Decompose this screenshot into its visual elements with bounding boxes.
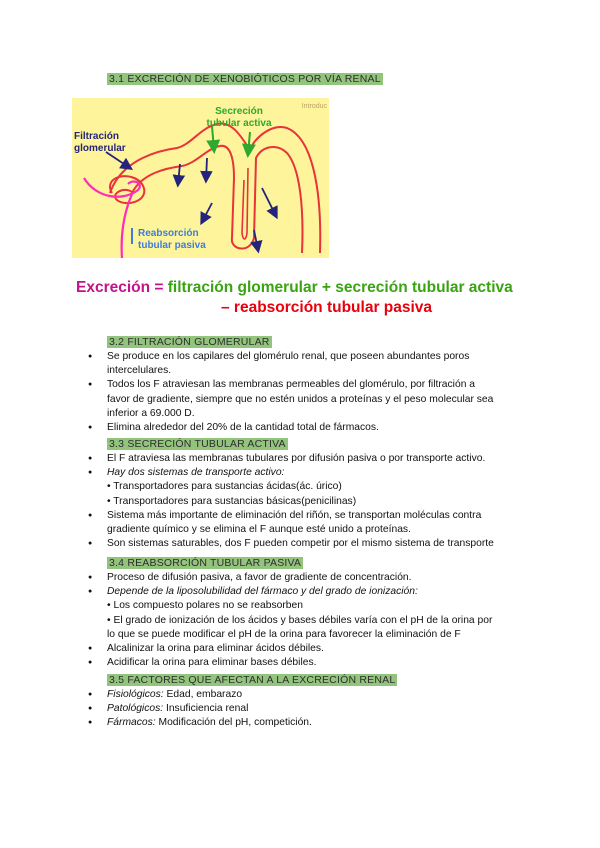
section-title-3-1 <box>107 71 383 85</box>
list-item: ● Sistema más importante de eliminación del riñón, se transportan moléculas contra <box>87 509 537 523</box>
list-item: ● Se produce en los capilares del glomérulo renal, que poseen abundantes poros <box>87 350 537 364</box>
list-item-continuation: intercelulares. <box>107 365 172 377</box>
list-item: ● Depende de la liposolubilidad del fármaco y del grado de ionización: <box>87 585 537 599</box>
list-item-continuation: favor de gradiente, siempre que no estén unidos a proteínas y el peso molecular sea <box>107 393 494 405</box>
reabsorption-arrow <box>206 158 207 180</box>
list-item <box>87 702 537 716</box>
list-item: ● Todos los F atraviesan las membranas permeables del glomérulo, por filtración a <box>87 378 537 392</box>
list-item: ● Elimina alrededor del 20% de la cantidad total de fármacos. <box>87 421 537 435</box>
section-heading: 3.5 FACTORES QUE AFECTAN A LA EXCRECIÓN RENAL <box>109 674 396 686</box>
label-line: tubular activa <box>206 118 272 129</box>
figure-watermark: Introduc <box>301 103 327 110</box>
reabsorption-arrow <box>254 230 258 250</box>
list-item: ● Acidificar la orina para eliminar bases débiles. <box>87 656 537 670</box>
factor-text: Edad, embarazo <box>163 689 243 700</box>
label-line: glomerular <box>74 143 126 154</box>
list-3-2 <box>87 350 537 435</box>
sub-list-item: • Transportadores para sustancias ácidas(ác. úrico) <box>107 481 342 493</box>
section-title-3-4 <box>107 555 303 569</box>
formula-term-1: filtración glomerular + secreción tubular activa <box>167 279 513 296</box>
reabsorption-arrow <box>202 203 212 222</box>
factor-text: Insuficiencia renal <box>163 703 249 715</box>
formula-lhs: Excreción = <box>76 279 168 296</box>
list-item: ● Proceso de difusión pasiva, a favor de gradiente de concentración. <box>87 571 537 585</box>
list-item <box>87 716 537 730</box>
list-item-continuation: lo que se puede modificar el pH de la orina para favorecer la eliminación de F <box>107 628 461 640</box>
formula-line-1 <box>76 278 596 298</box>
section-heading: 3.1 EXCRECIÓN DE XENOBIÓTICOS POR VÍA RENAL <box>109 73 381 85</box>
factor-label: Fármacos: <box>107 717 156 729</box>
section-title-3-3 <box>107 436 288 450</box>
list-item-continuation: gradiente químico y se elimina el F aunque esté unido a proteínas. <box>107 524 411 536</box>
list-item: ● El F atraviesa las membranas tubulares por difusión pasiva o por transporte activo. <box>87 452 537 466</box>
loop-of-henle <box>242 168 248 239</box>
formula-term-2: – reabsorción tubular pasiva <box>221 299 433 316</box>
list-3-3 <box>87 452 537 551</box>
section-heading: 3.4 REABSORCIÓN TUBULAR PASIVA <box>109 557 302 569</box>
sub-list-item: • Transportadores para sustancias básicas(penicilinas) <box>107 495 357 507</box>
factor-label: Fisiológicos: <box>107 689 164 700</box>
renal-excretion-figure <box>72 98 329 258</box>
sub-list-item: • Los compuesto polares no se reabsorben <box>107 600 303 612</box>
list-item <box>87 688 537 702</box>
list-3-5 <box>87 688 537 731</box>
label-secrecion <box>204 106 274 130</box>
label-line: tubular pasiva <box>138 240 206 251</box>
list-item: ● Hay dos sistemas de transporte activo: <box>87 466 537 480</box>
formula-line-2 <box>76 298 596 318</box>
label-line: Secreción <box>215 106 263 117</box>
label-filtracion <box>74 131 126 155</box>
reabsorption-arrow <box>262 188 276 216</box>
list-item-continuation: inferior a 69.000 D. <box>107 407 195 419</box>
section-heading: 3.3 SECRECIÓN TUBULAR ACTIVA <box>109 438 286 450</box>
sub-list-item: • El grado de ionización de los ácidos y bases débiles varía con el pH de la orina por <box>107 614 493 626</box>
label-reabsorcion <box>138 228 206 252</box>
list-item: ● Alcalinizar la orina para eliminar ácidos débiles. <box>87 642 537 656</box>
list-item: ● Son sistemas saturables, dos F pueden competir por el mismo sistema de transporte <box>87 537 537 551</box>
section-title-3-5 <box>107 672 397 686</box>
factor-text: Modificación del pH, competición. <box>155 717 312 729</box>
excretion-formula <box>76 278 596 318</box>
section-heading: 3.2 FILTRACIÓN GLOMERULAR <box>109 336 270 348</box>
factor-label: Patológicos: <box>107 703 164 715</box>
list-3-4 <box>87 571 537 670</box>
section-title-3-2 <box>107 334 272 348</box>
label-line: Reabsorción <box>138 228 199 239</box>
label-line: Filtración <box>74 131 120 142</box>
